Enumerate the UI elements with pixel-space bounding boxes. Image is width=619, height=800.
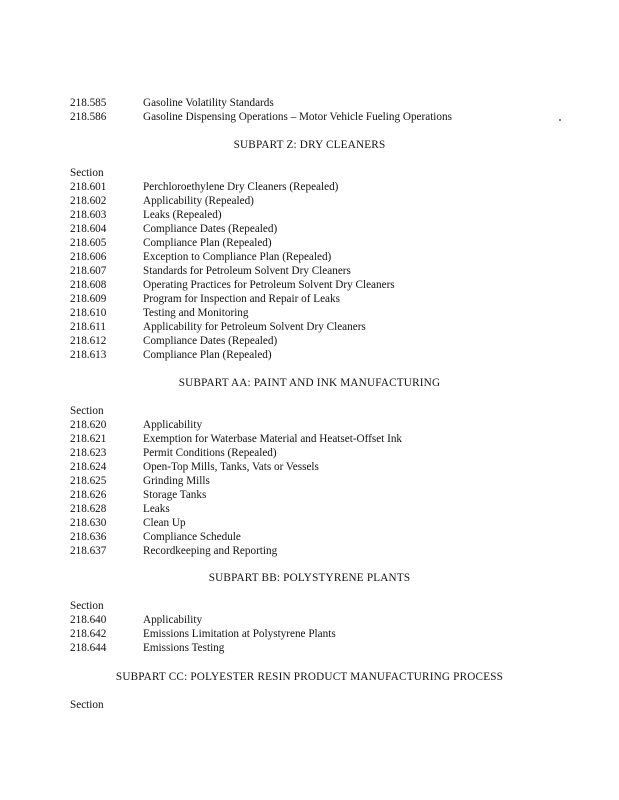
section-number: 218.601 xyxy=(70,181,107,193)
section-number: 218.586 xyxy=(70,111,107,123)
section-title: Program for Inspection and Repair of Leaks xyxy=(143,293,340,305)
section-number: 218.637 xyxy=(70,545,107,557)
section-number: 218.623 xyxy=(70,447,107,459)
section-title: Exemption for Waterbase Material and Heatset-Offset Ink xyxy=(143,433,403,445)
section-number: 218.613 xyxy=(70,349,107,361)
section-number: 218.585 xyxy=(70,97,107,109)
section-number: 218.609 xyxy=(70,293,107,305)
section-number: 218.603 xyxy=(70,209,107,221)
section-number: 218.620 xyxy=(70,419,107,431)
section-number: 218.605 xyxy=(70,237,107,249)
section-number: 218.612 xyxy=(70,335,107,347)
section-title: Gasoline Dispensing Operations – Motor Vehicle Fueling Operations xyxy=(143,111,452,123)
section-number: 218.644 xyxy=(70,642,107,654)
section-title: Applicability xyxy=(143,419,203,431)
section-title: Applicability for Petroleum Solvent Dry Cleaners xyxy=(143,321,366,333)
section-title: Compliance Plan (Repealed) xyxy=(143,237,272,249)
section-number: 218.604 xyxy=(70,223,107,235)
section-title: Compliance Schedule xyxy=(143,531,241,543)
section-title: Grinding Mills xyxy=(143,475,210,487)
subpart-heading: SUBPART Z: DRY CLEANERS xyxy=(233,139,386,151)
section-number: 218.628 xyxy=(70,503,107,515)
section-number: 218.640 xyxy=(70,614,107,626)
section-title: Operating Practices for Petroleum Solvent Dry Cleaners xyxy=(143,279,395,291)
subpart-heading: SUBPART CC: POLYESTER RESIN PRODUCT MANUFACTURING PROCESS xyxy=(115,671,504,683)
section-title: Storage Tanks xyxy=(143,489,207,501)
section-title: Compliance Plan (Repealed) xyxy=(143,349,272,361)
subpart-heading: SUBPART AA: PAINT AND INK MANUFACTURING xyxy=(178,377,441,389)
section-number: 218.621 xyxy=(70,433,107,445)
subpart-heading: SUBPART BB: POLYSTYRENE PLANTS xyxy=(208,572,411,584)
stray-mark xyxy=(559,119,561,121)
section-title: Perchloroethylene Dry Cleaners (Repealed) xyxy=(143,181,339,193)
section-label: Section xyxy=(70,405,104,417)
section-label: Section xyxy=(70,699,104,711)
section-number: 218.624 xyxy=(70,461,107,473)
section-title: Emissions Testing xyxy=(143,642,225,654)
section-title: Standards for Petroleum Solvent Dry Cleaners xyxy=(143,265,351,277)
section-title: Clean Up xyxy=(143,517,186,529)
section-title: Gasoline Volatility Standards xyxy=(143,97,274,109)
section-label: Section xyxy=(70,167,104,179)
section-number: 218.607 xyxy=(70,265,107,277)
section-number: 218.636 xyxy=(70,531,107,543)
section-title: Compliance Dates (Repealed) xyxy=(143,223,278,235)
section-title: Leaks xyxy=(143,503,170,515)
section-title: Testing and Monitoring xyxy=(143,307,249,319)
section-number: 218.608 xyxy=(70,279,107,291)
section-number: 218.602 xyxy=(70,195,107,207)
section-title: Compliance Dates (Repealed) xyxy=(143,335,278,347)
section-title: Applicability xyxy=(143,614,203,626)
section-number: 218.610 xyxy=(70,307,107,319)
section-title: Applicability (Repealed) xyxy=(143,195,254,207)
section-number: 218.611 xyxy=(70,321,106,333)
section-title: Exception to Compliance Plan (Repealed) xyxy=(143,251,332,263)
section-number: 218.630 xyxy=(70,517,107,529)
section-title: Leaks (Repealed) xyxy=(143,209,222,221)
section-label: Section xyxy=(70,600,104,612)
section-title: Permit Conditions (Repealed) xyxy=(143,447,277,459)
section-number: 218.626 xyxy=(70,489,107,501)
section-number: 218.625 xyxy=(70,475,107,487)
section-number: 218.606 xyxy=(70,251,107,263)
section-title: Open-Top Mills, Tanks, Vats or Vessels xyxy=(143,461,319,473)
section-number: 218.642 xyxy=(70,628,107,640)
section-title: Emissions Limitation at Polystyrene Plants xyxy=(143,628,336,640)
section-title: Recordkeeping and Reporting xyxy=(143,545,278,557)
